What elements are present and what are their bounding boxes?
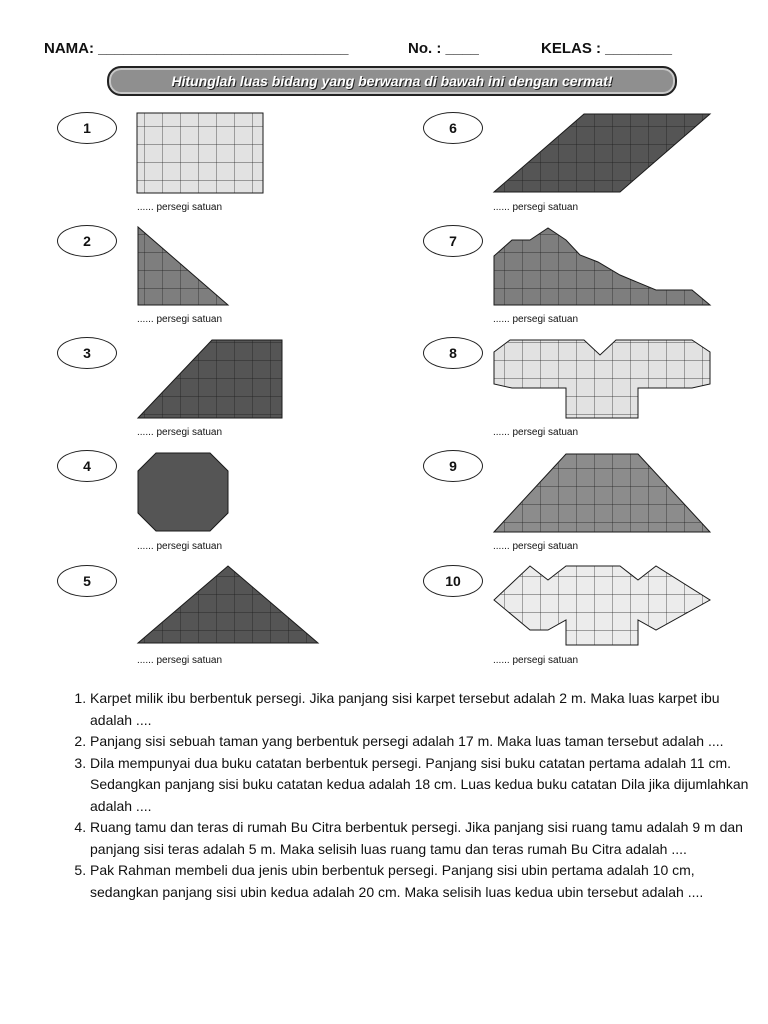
figure-1-rectangle (137, 113, 263, 193)
answer-line-2: ...... persegi satuan (137, 314, 223, 325)
question-list (62, 688, 760, 903)
answer-line-10: ...... persegi satuan (493, 655, 579, 666)
figure-5-triangle (138, 566, 318, 643)
problem-number-4: 4 (57, 450, 117, 482)
answer-line-7: ...... persegi satuan (493, 314, 579, 325)
question-1: 1. Karpet milik ibu berbentuk persegi. Jika panjang sisi karpet tersebut adalah 2 m. Maka luas karpet ibu adalah .... (90, 688, 760, 731)
question-2: 2. Panjang sisi sebuah taman yang berbentuk persegi adalah 17 m. Maka luas taman tersebut adalah .... (90, 731, 760, 753)
problem-number-1: 1 (57, 112, 117, 144)
figure-10-composite-shape (494, 566, 710, 645)
class-label: KELAS : ________ (541, 40, 672, 57)
problem-number-9: 9 (423, 450, 483, 482)
answer-line-1: ...... persegi satuan (137, 202, 223, 213)
figure-4-octagon (138, 453, 228, 531)
question-5: 5. Pak Rahman membeli dua jenis ubin berbentuk persegi. Panjang sisi ubin pertama adalah 10 cm, sedangkan panjang sisi ubin kedua adalah 20 cm. Maka selisih luas kedua ubin tersebut adalah .... (90, 860, 760, 903)
answer-line-4: ...... persegi satuan (137, 541, 223, 552)
name-label: NAMA: ______________________________ (44, 40, 349, 57)
problem-number-3: 3 (57, 337, 117, 369)
answer-line-8: ...... persegi satuan (493, 427, 579, 438)
instruction-banner: Hitunglah luas bidang yang berwarna di bawah ini dengan cermat! (107, 66, 677, 96)
answer-line-5: ...... persegi satuan (137, 655, 223, 666)
answer-line-9: ...... persegi satuan (493, 541, 579, 552)
figure-6-parallelogram (494, 114, 710, 192)
problem-number-2: 2 (57, 225, 117, 257)
problem-number-8: 8 (423, 337, 483, 369)
figure-7-irregular-shape (494, 228, 710, 305)
number-label: No. : ____ (408, 40, 479, 57)
answer-line-6: ...... persegi satuan (493, 202, 579, 213)
problem-number-5: 5 (57, 565, 117, 597)
problem-number-10: 10 (423, 565, 483, 597)
question-3: 3. Dila mempunyai dua buku catatan berbentuk persegi. Panjang sisi buku catatan pertama adalah 11 cm. Sedangkan panjang sisi buku catatan kedua adalah 18 cm. Luas kedua buku catatan Dila jika dijumlahkan adalah .... (90, 753, 760, 818)
answer-line-3: ...... persegi satuan (137, 427, 223, 438)
problem-number-6: 6 (423, 112, 483, 144)
figure-3-trapezoid (138, 340, 282, 418)
question-4: 4. Ruang tamu dan teras di rumah Bu Citra berbentuk persegi. Jika panjang sisi ruang tamu adalah 9 m dan panjang sisi teras adalah 5 m. Maka selisih luas ruang tamu dan teras rumah Bu Citra adalah .... (90, 817, 760, 860)
figure-9-trapezoid (494, 454, 710, 532)
figure-2-triangle (138, 227, 228, 305)
figure-8-composite-shape (494, 340, 710, 418)
problem-number-7: 7 (423, 225, 483, 257)
